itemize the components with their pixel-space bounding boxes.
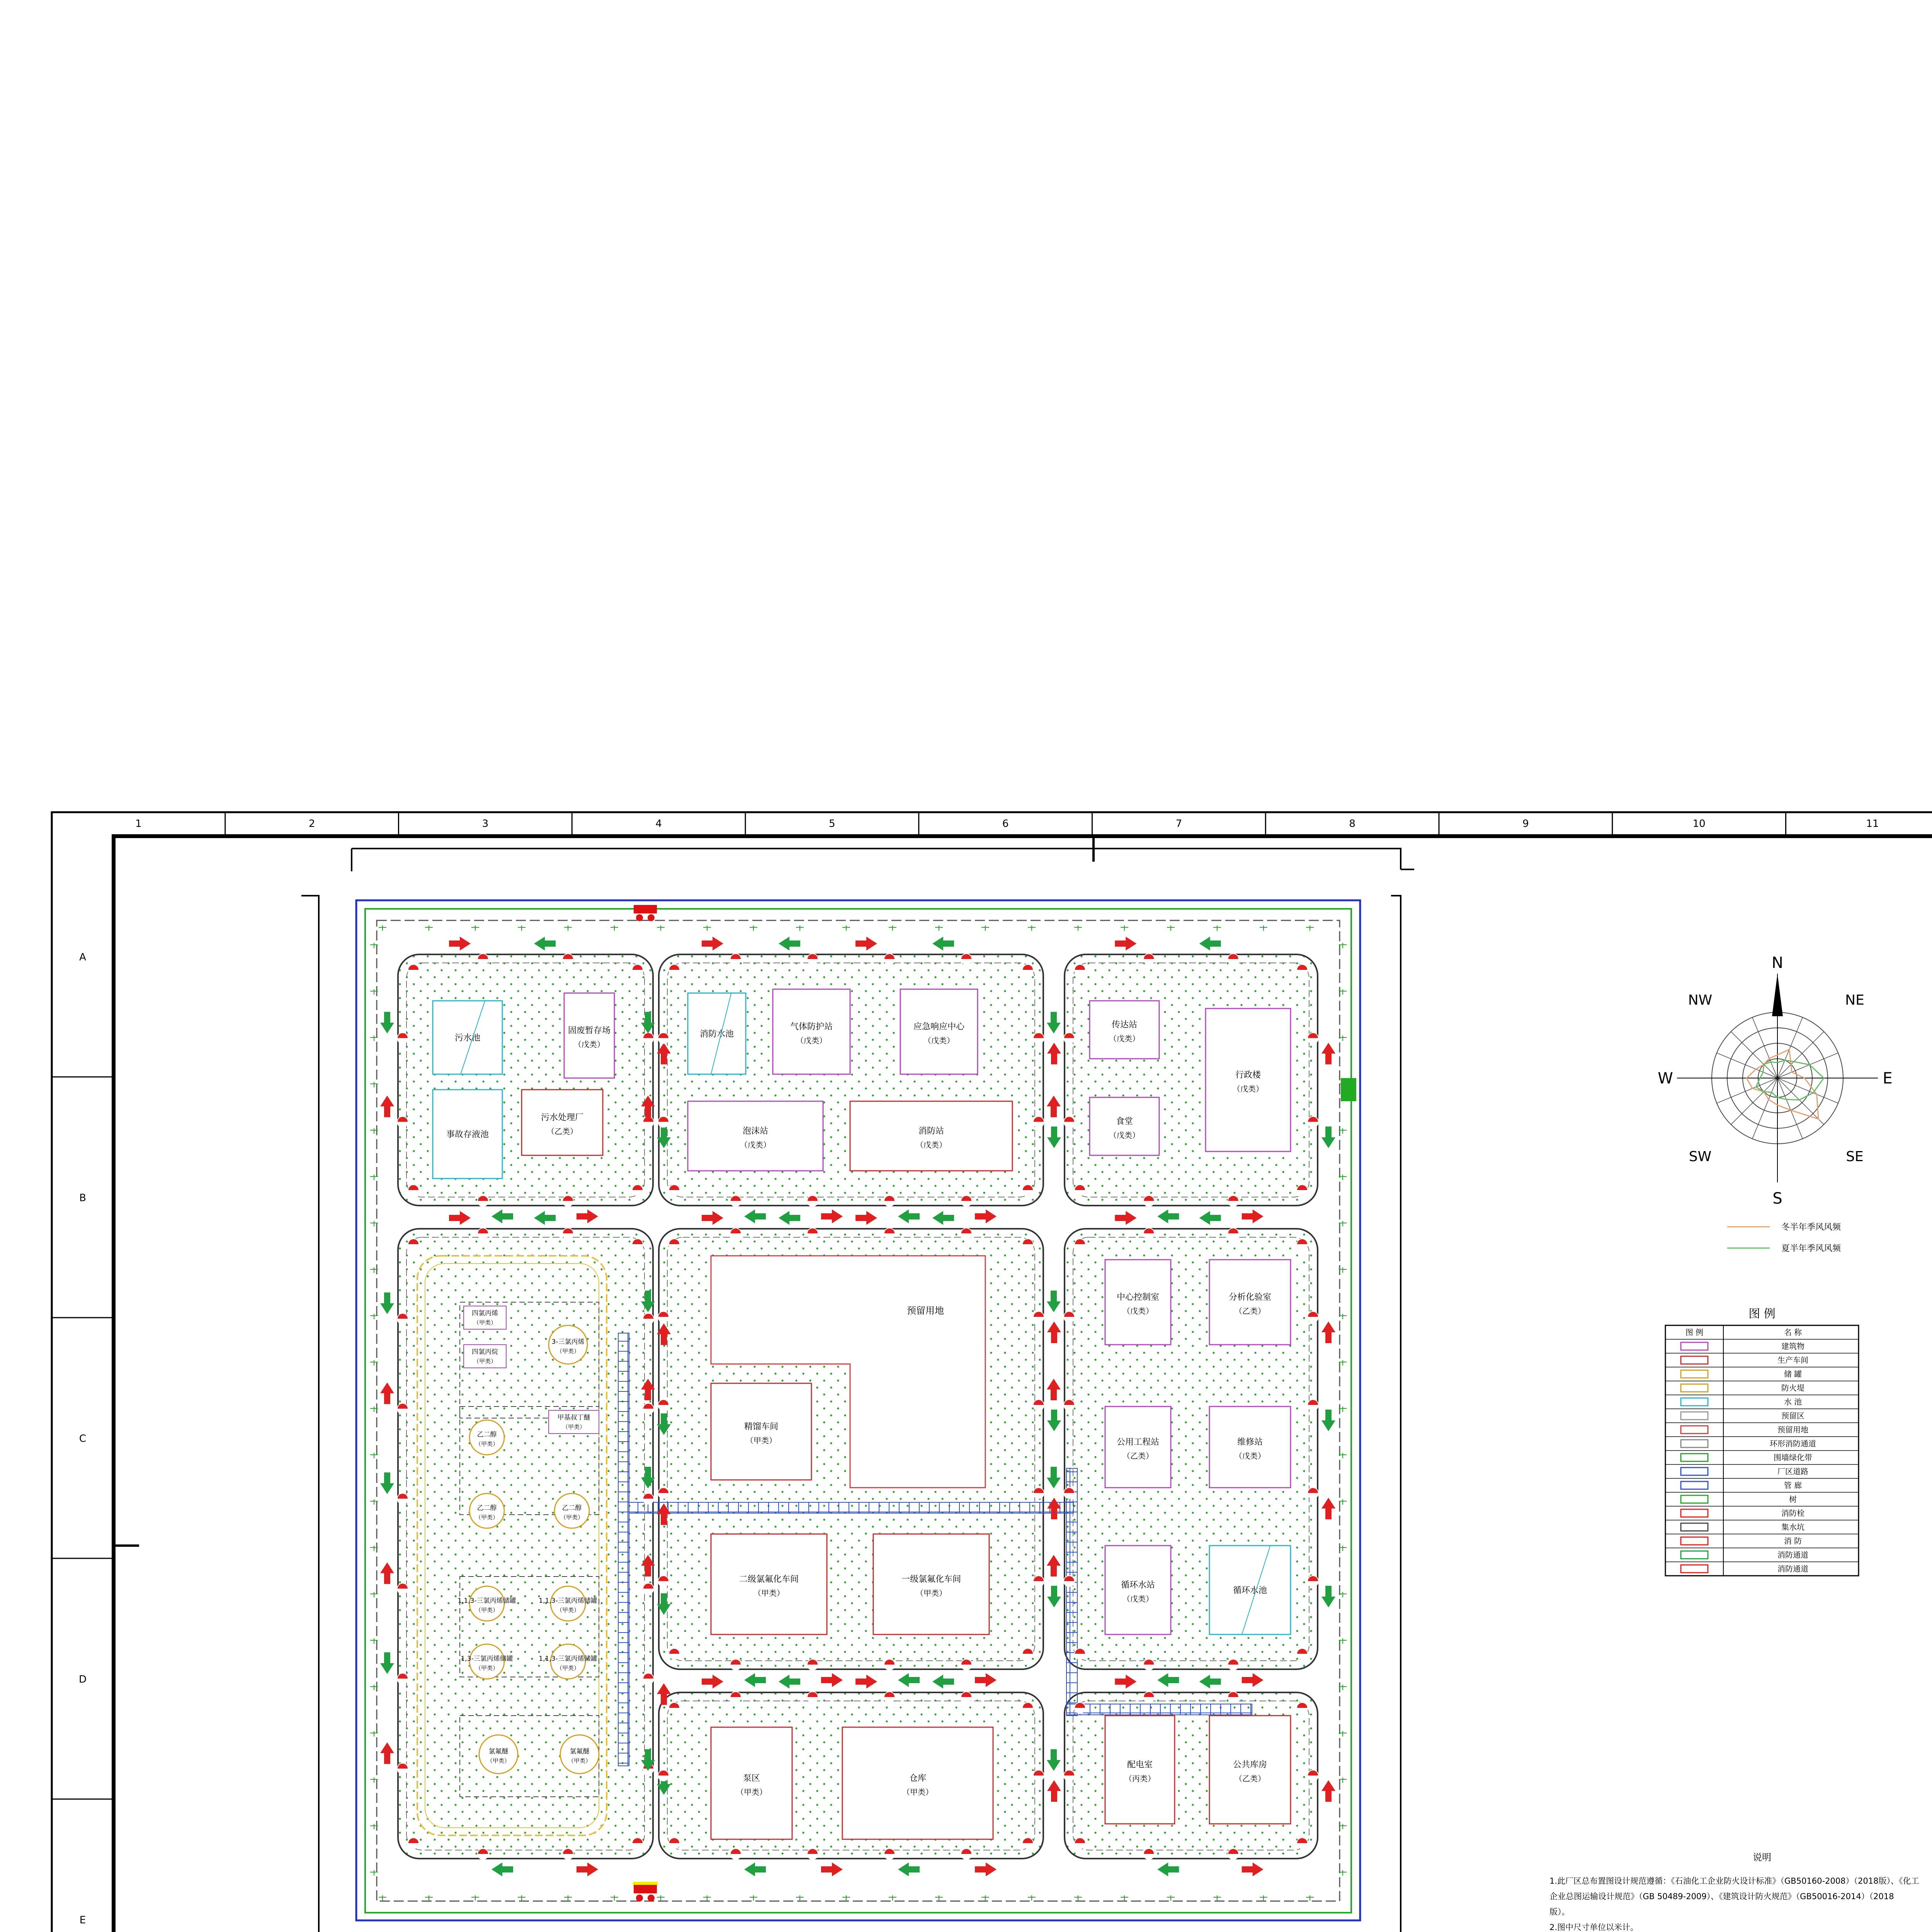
compass-ne: NE bbox=[1845, 992, 1864, 1008]
building-class: （甲类） bbox=[753, 1588, 784, 1598]
evac-route-arrow bbox=[779, 1675, 800, 1689]
building-class: （乙类） bbox=[1235, 1306, 1265, 1316]
evac-route-arrow bbox=[932, 937, 954, 951]
tree-symbol bbox=[889, 1895, 896, 1901]
evac-route-arrow bbox=[492, 1209, 513, 1223]
grid-col-label: 9 bbox=[1522, 818, 1529, 830]
building-tank-pt bbox=[711, 1727, 792, 1839]
evac-route-arrow bbox=[1047, 1291, 1061, 1312]
legend-swatch bbox=[1681, 1454, 1708, 1461]
grid-col-label: 3 bbox=[482, 818, 489, 830]
building-class: （戊类） bbox=[1109, 1131, 1140, 1140]
building-class: （戊类） bbox=[740, 1140, 771, 1150]
tree-symbol bbox=[842, 1895, 850, 1901]
evac-route-arrow bbox=[932, 1675, 954, 1689]
tank-class: （甲类） bbox=[556, 1665, 580, 1672]
building-class: （戊类） bbox=[1109, 1034, 1140, 1043]
tank-label: 乙二醇 bbox=[477, 1431, 497, 1439]
legend-swatch bbox=[1681, 1495, 1708, 1503]
fire-route-arrow bbox=[380, 1095, 394, 1117]
building-foam-station bbox=[688, 1101, 823, 1171]
building-class: （甲类） bbox=[916, 1588, 947, 1598]
legend-swatch bbox=[1681, 1523, 1708, 1531]
evac-route-arrow bbox=[1047, 1749, 1061, 1771]
building-public-storage bbox=[1209, 1716, 1291, 1824]
legend-item-label: 储 罐 bbox=[1784, 1369, 1802, 1379]
evac-route-arrow bbox=[744, 1862, 766, 1876]
note-line: 2.图中尺寸单位以米计。 bbox=[1549, 1923, 1639, 1932]
building-name: 食堂 bbox=[1116, 1117, 1133, 1126]
building-circ-station bbox=[1105, 1546, 1171, 1634]
tree-symbol bbox=[471, 925, 479, 931]
fire-route-arrow bbox=[449, 1211, 471, 1225]
compass-sw: SW bbox=[1689, 1149, 1712, 1165]
grid-row-label: E bbox=[79, 1914, 86, 1926]
building-name: 行政楼 bbox=[1235, 1070, 1261, 1080]
fire-route-arrow bbox=[1321, 1498, 1335, 1519]
building-name: 事故存液池 bbox=[446, 1130, 489, 1139]
building-repair bbox=[1209, 1406, 1291, 1488]
legend-swatch bbox=[1681, 1412, 1708, 1420]
fire-route-arrow bbox=[380, 1562, 394, 1584]
evac-route-arrow bbox=[380, 1293, 394, 1314]
tree-symbol bbox=[471, 1895, 479, 1901]
grid-col-label: 1 bbox=[135, 818, 142, 830]
legend-item-label: 厂区道路 bbox=[1777, 1467, 1808, 1476]
building-class: （戊类） bbox=[1235, 1451, 1265, 1461]
tree-symbol bbox=[981, 925, 989, 931]
evac-route-arrow bbox=[1199, 937, 1221, 951]
evac-route-arrow bbox=[1199, 1675, 1221, 1689]
fire-route-arrow bbox=[821, 1862, 843, 1876]
building-fire-station bbox=[850, 1101, 1012, 1171]
building-name: 污水处理厂 bbox=[541, 1113, 584, 1122]
building-name: 中心控制室 bbox=[1116, 1293, 1160, 1302]
building-sewage-plant bbox=[522, 1090, 603, 1155]
tank-class: （甲类） bbox=[475, 1665, 499, 1672]
compass-n: N bbox=[1772, 954, 1783, 972]
tree-symbol bbox=[611, 1895, 618, 1901]
fire-route-arrow bbox=[1047, 1498, 1061, 1519]
tank-class: （甲类） bbox=[473, 1319, 497, 1326]
fire-route-arrow bbox=[1115, 1211, 1136, 1225]
evac-route-arrow bbox=[380, 1473, 394, 1494]
building-name: 维修站 bbox=[1237, 1437, 1263, 1447]
building-class: （戊类） bbox=[916, 1140, 947, 1150]
tree-symbol bbox=[935, 1895, 943, 1901]
building-name: 泡沫站 bbox=[742, 1126, 769, 1136]
evac-route-arrow bbox=[534, 1211, 556, 1225]
building-warehouse bbox=[842, 1727, 993, 1839]
compass-nw: NW bbox=[1688, 992, 1713, 1008]
building-name: 固废暂存场 bbox=[568, 1026, 611, 1036]
building-utility bbox=[1105, 1406, 1171, 1488]
tank-class: （甲类） bbox=[473, 1358, 497, 1365]
fire-route-arrow bbox=[855, 937, 877, 951]
tank-label: 1,1,3-三氯丙烯储罐 bbox=[457, 1597, 516, 1605]
evac-route-arrow bbox=[898, 1862, 920, 1876]
evac-route-arrow bbox=[1321, 1126, 1335, 1148]
fire-route-arrow bbox=[1047, 1095, 1061, 1117]
legend-swatch bbox=[1681, 1509, 1708, 1517]
tree-symbol bbox=[657, 1895, 665, 1901]
building-chlor1 bbox=[873, 1534, 989, 1634]
legend-table bbox=[1665, 1307, 1859, 1576]
tank-class: （甲类） bbox=[475, 1440, 499, 1447]
fire-route-arrow bbox=[702, 1675, 723, 1689]
compass-legend-summer: 夏半年季风风频 bbox=[1781, 1244, 1841, 1253]
compass-w: W bbox=[1658, 1070, 1673, 1087]
legend-swatch bbox=[1681, 1398, 1708, 1406]
building-class: （甲类） bbox=[902, 1787, 933, 1797]
fire-route-arrow bbox=[1047, 1555, 1061, 1577]
building-class: （乙类） bbox=[1235, 1774, 1265, 1783]
grid-col-label: 2 bbox=[308, 818, 315, 830]
tree-symbol bbox=[703, 1895, 711, 1901]
legend-item-label: 环形消防通道 bbox=[1770, 1439, 1816, 1448]
building-name: 一级氯氟化车间 bbox=[901, 1575, 961, 1584]
building-class: （戊类） bbox=[1122, 1594, 1153, 1604]
grid-row-label: D bbox=[78, 1673, 87, 1685]
fire-route-arrow bbox=[1115, 937, 1136, 951]
tank-label: 甲基叔丁醚 bbox=[557, 1414, 590, 1422]
legend-item-label: 建筑物 bbox=[1781, 1342, 1804, 1351]
evac-route-arrow bbox=[1047, 1410, 1061, 1431]
tree-symbol bbox=[796, 925, 804, 931]
legend-item-label: 管 廊 bbox=[1784, 1481, 1802, 1490]
compass-e: E bbox=[1883, 1070, 1893, 1087]
tree-symbol bbox=[703, 925, 711, 931]
grid-col-label: 8 bbox=[1349, 818, 1355, 830]
fire-route-arrow bbox=[1047, 1780, 1061, 1802]
fire-route-arrow bbox=[1321, 1043, 1335, 1065]
legend-item-label: 消防通道 bbox=[1777, 1564, 1808, 1573]
building-control bbox=[1105, 1260, 1171, 1345]
building-refine bbox=[711, 1383, 811, 1480]
tank-label: 氯氟醚 bbox=[488, 1748, 509, 1755]
evac-route-arrow bbox=[492, 1862, 513, 1876]
building-chlor2 bbox=[711, 1534, 827, 1634]
fire-route-arrow bbox=[702, 1211, 723, 1225]
tree-symbol bbox=[1306, 925, 1314, 931]
compass-se: SE bbox=[1846, 1149, 1864, 1165]
grid-col-label: 5 bbox=[829, 818, 835, 830]
legend-item-label: 预留区 bbox=[1781, 1411, 1804, 1420]
tank-label: 氯氟醚 bbox=[570, 1748, 590, 1755]
fire-route-arrow bbox=[702, 937, 723, 951]
tank-class: （甲类） bbox=[556, 1607, 580, 1614]
tree-symbol bbox=[1260, 925, 1267, 931]
tree-symbol bbox=[1167, 925, 1175, 931]
note-line: 1.此厂区总布置图设计规范遵循：《石油化工企业防火设计标准》（GB50160-2008）（2018版）、《化工 bbox=[1549, 1876, 1919, 1886]
legend-title: 图 例 bbox=[1748, 1307, 1776, 1321]
legend-item-label: 树 bbox=[1789, 1495, 1797, 1504]
building-analysis bbox=[1209, 1260, 1291, 1345]
tank-label: 四氯丙烷 bbox=[472, 1348, 498, 1356]
building-class: （戊类） bbox=[796, 1036, 827, 1045]
fire-route-arrow bbox=[855, 1675, 877, 1689]
fire-route-arrow bbox=[449, 937, 471, 951]
legend-swatch bbox=[1681, 1537, 1708, 1545]
tank-class: （甲类） bbox=[486, 1757, 510, 1764]
tree-symbol bbox=[750, 925, 757, 931]
legend-swatch bbox=[1681, 1426, 1708, 1434]
note-line: 版）。 bbox=[1549, 1907, 1570, 1917]
tank-class: （甲类） bbox=[475, 1607, 499, 1614]
tree-symbol bbox=[1167, 1895, 1175, 1901]
legend-item-label: 防火堤 bbox=[1781, 1383, 1804, 1393]
building-class: （丙类） bbox=[1124, 1774, 1155, 1783]
tank-label: 3-三氯丙烯 bbox=[551, 1338, 585, 1346]
building-class: （戊类） bbox=[1122, 1306, 1153, 1316]
building-class: （乙类） bbox=[1122, 1451, 1153, 1461]
evac-route-arrow bbox=[1047, 1467, 1061, 1488]
building-name: 公用工程站 bbox=[1116, 1437, 1160, 1447]
grid-col-label: 11 bbox=[1866, 818, 1879, 830]
legend-item-label: 集水坑 bbox=[1781, 1522, 1804, 1532]
evac-route-arrow bbox=[898, 1209, 920, 1223]
building-class: （甲类） bbox=[736, 1787, 767, 1797]
grid-col-label: 10 bbox=[1692, 818, 1706, 830]
tree-symbol bbox=[611, 925, 618, 931]
grid-col-label: 7 bbox=[1175, 818, 1182, 830]
tree-symbol bbox=[1074, 1895, 1082, 1901]
fire-route-arrow bbox=[821, 1673, 843, 1687]
legend-item-label: 生产车间 bbox=[1777, 1355, 1808, 1365]
legend-swatch bbox=[1681, 1565, 1708, 1573]
legend-item-label: 预留用地 bbox=[1777, 1425, 1808, 1434]
evac-route-arrow bbox=[380, 1012, 394, 1034]
evac-route-arrow bbox=[898, 1673, 920, 1687]
building-class: （戊类） bbox=[1233, 1084, 1264, 1094]
legend-swatch bbox=[1681, 1551, 1708, 1559]
tank-class: （甲类） bbox=[475, 1514, 499, 1521]
tank-label: 四氯丙烯 bbox=[472, 1310, 498, 1317]
building-name: 分析化验室 bbox=[1228, 1293, 1272, 1302]
building-name: 精馏车间 bbox=[744, 1422, 779, 1432]
evac-route-arrow bbox=[1047, 1126, 1061, 1148]
compass-s: S bbox=[1772, 1190, 1782, 1208]
building-substation bbox=[1105, 1716, 1175, 1824]
gate-bottom bbox=[633, 1882, 658, 1901]
fire-route-arrow bbox=[380, 1383, 394, 1404]
gate-right bbox=[1341, 1078, 1356, 1101]
tank-label: 1,3-三氯丙烯储罐 bbox=[461, 1655, 513, 1663]
fire-route-arrow bbox=[1242, 1862, 1264, 1876]
legend-swatch bbox=[1681, 1342, 1708, 1350]
tank-label: 乙二醇 bbox=[562, 1504, 582, 1512]
tree-symbol bbox=[1121, 925, 1128, 931]
fire-route-arrow bbox=[380, 1742, 394, 1764]
tank-class: （甲类） bbox=[560, 1514, 584, 1521]
legend-head: 图 例 bbox=[1685, 1328, 1704, 1337]
tree-symbol bbox=[1074, 925, 1082, 931]
building-canteen bbox=[1090, 1097, 1159, 1155]
fire-route-arrow bbox=[1242, 1673, 1264, 1687]
building-name: 二级氯氟化车间 bbox=[739, 1575, 799, 1584]
building-guard-room bbox=[1090, 1001, 1159, 1059]
evac-route-arrow bbox=[380, 1652, 394, 1674]
tank-label: 乙二醇 bbox=[477, 1504, 497, 1512]
grid-row-label: C bbox=[79, 1433, 87, 1445]
building-class: （乙类） bbox=[547, 1127, 578, 1136]
building-name: 公共库房 bbox=[1233, 1760, 1267, 1770]
tree-symbol bbox=[379, 925, 386, 931]
tree-symbol bbox=[750, 1895, 757, 1901]
legend-swatch bbox=[1681, 1481, 1708, 1489]
tree-symbol bbox=[1213, 925, 1221, 931]
tree-symbol bbox=[518, 1895, 526, 1901]
building-gas-protect bbox=[773, 989, 850, 1074]
evac-route-arrow bbox=[744, 1209, 766, 1223]
tree-symbol bbox=[564, 1895, 572, 1901]
tree-symbol bbox=[981, 1895, 989, 1901]
tree-symbol bbox=[1306, 1895, 1314, 1901]
building-class: （戊类） bbox=[574, 1040, 605, 1049]
building-name: 消防水池 bbox=[699, 1029, 734, 1039]
design-notes bbox=[1549, 1852, 1919, 1932]
grid-row-label: A bbox=[79, 951, 86, 963]
building-name: 仓库 bbox=[909, 1774, 927, 1783]
tree-symbol bbox=[935, 925, 943, 931]
tank-label: 1,1,3-三氯丙烯储罐 bbox=[539, 1655, 597, 1663]
building-class: （甲类） bbox=[746, 1436, 777, 1445]
building-office bbox=[1206, 1009, 1291, 1151]
note-line: 企业总图运输设计规范》（GB 50489-2009）、《建筑设计防火规范》（GB50016-2014）（2018 bbox=[1549, 1892, 1894, 1901]
evac-route-arrow bbox=[779, 937, 800, 951]
plant-block bbox=[398, 1229, 653, 1859]
legend-swatch bbox=[1681, 1384, 1708, 1392]
evac-route-arrow bbox=[1157, 1673, 1179, 1687]
building-name: 循环水站 bbox=[1121, 1580, 1155, 1590]
building-name: 传达站 bbox=[1111, 1020, 1138, 1030]
tank-class: （甲类） bbox=[568, 1757, 592, 1764]
tree-symbol bbox=[518, 925, 526, 931]
fire-route-arrow bbox=[975, 1862, 997, 1876]
tree-symbol bbox=[1121, 1895, 1128, 1901]
tree-symbol bbox=[657, 925, 665, 931]
tree-symbol bbox=[1213, 1895, 1221, 1901]
compass-legend-winter: 冬半年季风风频 bbox=[1781, 1223, 1841, 1232]
evac-route-arrow bbox=[534, 937, 556, 951]
tree-symbol bbox=[564, 925, 572, 931]
fire-route-arrow bbox=[975, 1673, 997, 1687]
evac-route-arrow bbox=[779, 1211, 800, 1225]
tree-symbol bbox=[889, 925, 896, 931]
tree-symbol bbox=[1260, 1895, 1267, 1901]
tank-class: （甲类） bbox=[556, 1348, 580, 1355]
building-label: 预留用地 bbox=[907, 1305, 944, 1316]
building-name: 应急响应中心 bbox=[913, 1022, 965, 1032]
building-solid-waste bbox=[564, 993, 614, 1078]
legend-swatch bbox=[1681, 1468, 1708, 1475]
fire-route-arrow bbox=[1115, 1675, 1136, 1689]
building-name: 循环水池 bbox=[1233, 1586, 1267, 1595]
notes-title: 说明 bbox=[1753, 1852, 1771, 1863]
grid-row-label: B bbox=[79, 1192, 86, 1204]
legend-item-label: 水 池 bbox=[1784, 1397, 1802, 1406]
tree-symbol bbox=[842, 925, 850, 931]
evac-route-arrow bbox=[744, 1673, 766, 1687]
legend-item-label: 消 防 bbox=[1784, 1536, 1802, 1546]
fire-route-arrow bbox=[821, 1209, 843, 1223]
evac-route-arrow bbox=[1047, 1012, 1061, 1034]
fire-route-arrow bbox=[1047, 1321, 1061, 1343]
building-name: 配电室 bbox=[1127, 1760, 1153, 1770]
tree-symbol bbox=[379, 1895, 386, 1901]
legend-swatch bbox=[1681, 1440, 1708, 1447]
tree-symbol bbox=[1028, 1895, 1036, 1901]
evac-route-arrow bbox=[1047, 1586, 1061, 1607]
building-class: （戊类） bbox=[923, 1036, 954, 1045]
tree-symbol bbox=[1028, 925, 1036, 931]
building-name: 消防站 bbox=[918, 1126, 944, 1136]
legend-swatch bbox=[1681, 1356, 1708, 1364]
gate-top bbox=[634, 905, 657, 921]
evac-route-arrow bbox=[1157, 1862, 1179, 1876]
tree-symbol bbox=[425, 925, 433, 931]
wind-rose bbox=[1658, 954, 1892, 1253]
building-name: 污水池 bbox=[454, 1033, 481, 1043]
legend-item-label: 消防栓 bbox=[1781, 1509, 1804, 1518]
fire-route-arrow bbox=[1321, 1321, 1335, 1343]
fire-route-arrow bbox=[577, 1209, 598, 1223]
tree-symbol bbox=[796, 1895, 804, 1901]
legend-swatch bbox=[1681, 1370, 1708, 1378]
fire-route-arrow bbox=[1047, 1379, 1061, 1400]
evac-route-arrow bbox=[1199, 1211, 1221, 1225]
evac-route-arrow bbox=[1321, 1410, 1335, 1431]
building-name: 气体防护站 bbox=[790, 1022, 833, 1032]
fire-route-arrow bbox=[1242, 1209, 1264, 1223]
fire-route-arrow bbox=[855, 1211, 877, 1225]
building-name: 泵区 bbox=[743, 1774, 760, 1783]
legend-head: 名 称 bbox=[1784, 1328, 1802, 1337]
tank-class: （甲类） bbox=[562, 1423, 586, 1430]
fire-route-arrow bbox=[577, 1862, 598, 1876]
legend-item-label: 围墙绿化带 bbox=[1774, 1453, 1812, 1462]
fire-route-arrow bbox=[1321, 1780, 1335, 1802]
evac-route-arrow bbox=[932, 1211, 954, 1225]
tree-symbol bbox=[425, 1895, 433, 1901]
fire-route-arrow bbox=[975, 1209, 997, 1223]
building-emergency bbox=[900, 989, 978, 1074]
fire-route-arrow bbox=[1047, 1043, 1061, 1065]
grid-col-label: 6 bbox=[1002, 818, 1009, 830]
grid-col-label: 4 bbox=[655, 818, 662, 830]
evac-route-arrow bbox=[1321, 1586, 1335, 1607]
legend-item-label: 消防通道 bbox=[1777, 1550, 1808, 1560]
tank-label: 1,1,3-三氯丙烯储罐 bbox=[539, 1597, 597, 1605]
evac-route-arrow bbox=[1157, 1209, 1179, 1223]
